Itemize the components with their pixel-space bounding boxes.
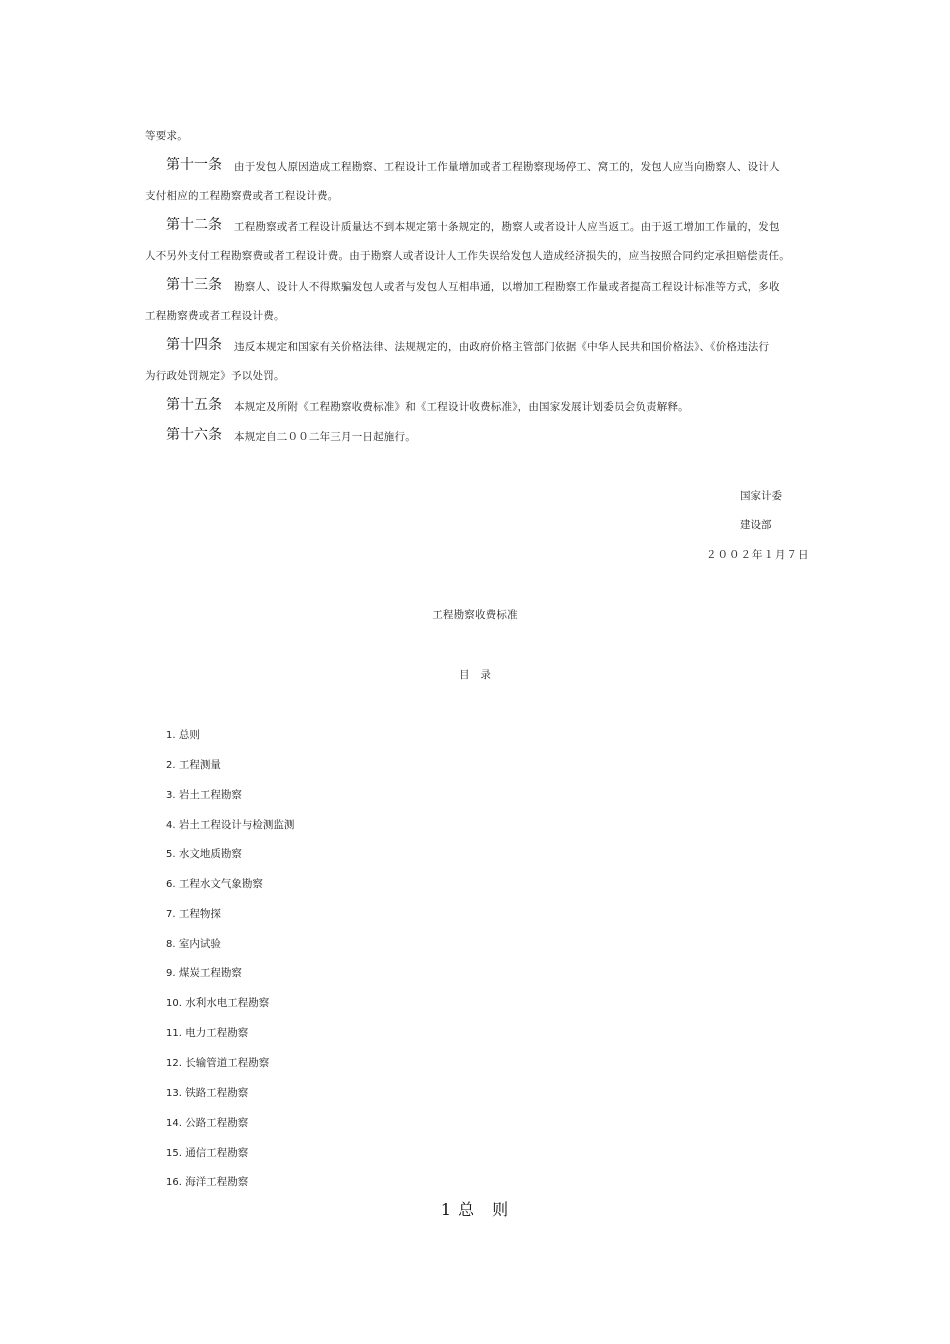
signature-org: 国家计委 [740,490,782,502]
signature-org: 建设部 [740,519,772,531]
toc-item [166,906,221,921]
toc-title: 目 录 [458,669,492,681]
toc-text: 水利水电工程勘察 [185,997,270,1009]
toc-number: 8. [166,939,176,950]
toc-number: 16. [166,1177,182,1188]
article-text: 人不另外支付工程勘察费或者工程设计费。由于勘察人或者设计人工作失误给发包人造成经济损失的，应当按照合同约定承担赔偿责任。 [145,250,790,262]
toc-number: 3. [166,790,176,801]
toc-text: 煤炭工程勘察 [178,967,242,979]
toc-text: 电力工程勘察 [185,1027,249,1039]
toc-item [166,727,200,742]
toc-text: 总则 [178,729,200,741]
article-text: 本规定及所附《工程勘察收费标准》和《工程设计收费标准》，由国家发展计划委员会负责解释。 [234,401,689,413]
toc-item [166,787,242,802]
toc-text: 岩土工程勘察 [178,789,242,801]
toc-item [166,757,221,772]
article-label: 第十六条 [166,427,222,443]
toc-number: 7. [166,909,176,920]
article-label: 第十二条 [166,217,222,233]
toc-text: 长输管道工程勘察 [185,1057,270,1069]
toc-item [166,846,242,861]
signature-date: ２００２年１月７日 [706,549,810,561]
toc-text: 通信工程勘察 [185,1147,249,1159]
toc-number: 4. [166,820,176,831]
toc-number: 1. [166,730,176,741]
document-title: 工程勘察收费标准 [432,609,518,621]
article-label: 第十一条 [166,157,222,173]
toc-number: 11. [166,1028,182,1039]
toc-text: 岩土工程设计与检测监测 [178,819,295,831]
toc-item [166,1085,248,1100]
toc-text: 室内试验 [178,938,221,950]
toc-number: 6. [166,879,176,890]
article-text: 支付相应的工程勘察费或者工程设计费。 [145,190,339,202]
article-text: 工程勘察或者工程设计质量达不到本规定第十条规定的，勘察人或者设计人应当返工。由于返工增加工作量的，发包 [234,221,780,233]
toc-text: 公路工程勘察 [185,1117,249,1129]
toc-number: 15. [166,1148,182,1159]
article-label: 第十三条 [166,277,222,293]
toc-text: 工程测量 [178,759,221,771]
continuation-text: 等要求。 [145,130,188,142]
toc-item [166,876,263,891]
article-text: 违反本规定和国家有关价格法律、法规规定的，由政府价格主管部门依据《中华人民共和国价格法》、《价格违法行 [234,341,770,353]
article-text: 本规定自二００二年三月一日起施行。 [234,431,416,443]
toc-text: 铁路工程勘察 [185,1087,249,1099]
article-text: 为行政处罚规定》予以处罚。 [145,370,285,382]
section-heading: 1 总 则 [440,1200,510,1219]
toc-item [166,1025,248,1040]
article-text: 勘察人、设计人不得欺骗发包人或者与发包人互相串通，以增加工程勘察工作量或者提高工程设计标准等方式，多收 [234,281,780,293]
toc-text: 水文地质勘察 [178,848,242,860]
toc-item [166,995,269,1010]
toc-number: 5. [166,849,176,860]
toc-number: 9. [166,968,176,979]
toc-number: 13. [166,1088,182,1099]
toc-item [166,1115,248,1130]
article-text: 由于发包人原因造成工程勘察、工程设计工作量增加或者工程勘察现场停工、窝工的，发包人应当向勘察人、设计人 [234,161,780,173]
article-text: 工程勘察费或者工程设计费。 [145,310,285,322]
toc-item [166,1055,269,1070]
toc-item [166,965,242,980]
article-label: 第十四条 [166,337,222,353]
toc-item [166,817,294,832]
toc-item [166,936,221,951]
toc-text: 海洋工程勘察 [185,1176,249,1188]
toc-text: 工程物探 [178,908,221,920]
toc-number: 14. [166,1118,182,1129]
toc-text: 工程水文气象勘察 [178,878,263,890]
toc-item [166,1145,248,1160]
toc-number: 2. [166,760,176,771]
toc-number: 10. [166,998,182,1009]
article-label: 第十五条 [166,397,222,413]
toc-number: 12. [166,1058,182,1069]
toc-item [166,1174,248,1189]
